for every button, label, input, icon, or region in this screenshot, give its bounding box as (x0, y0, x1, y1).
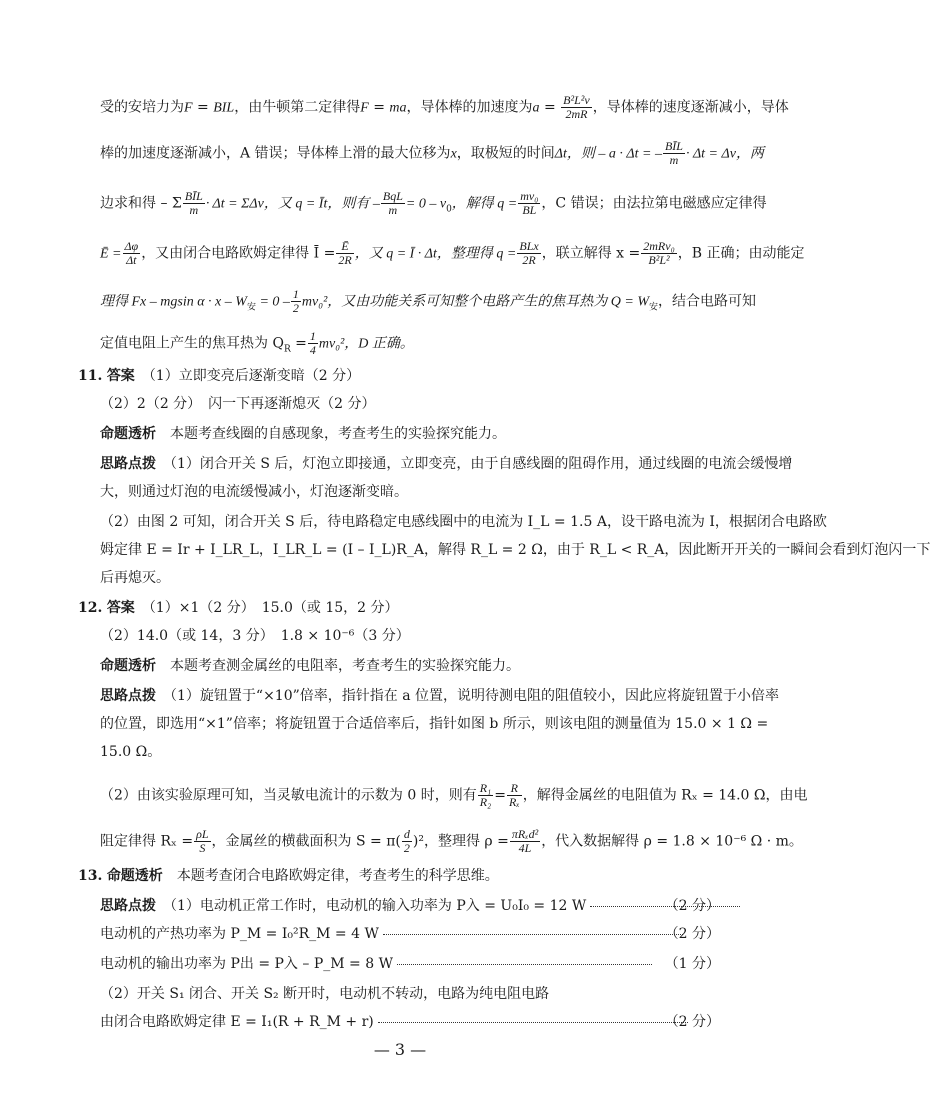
fraction: $\frac{\Delta\varphi}{\Delta t}$ (124, 239, 139, 267)
q10-line-2: 棒的加速度逐渐减小，A 错误；导体棒上滑的最大位移为x，取极短的时间Δt，则 – a · Δt = – $\frac{\text{BĪL}}{m}$ · Δt = Δv，两 (100, 139, 764, 167)
fraction: $\frac{\text{BLx}}{2R}$ (519, 239, 539, 267)
q10-line-5: 理得 Fx – mgsin $\alpha \cdot x - W_安 = 0$ – $\frac{1}{2}$ mv₀²，又由功能关系可知整个电路产生的焦耳热为 $Q = W_安$，结合电路可知 (100, 287, 757, 315)
fraction: $\frac{\text{πRₓd²}}{4L}$ (511, 827, 539, 855)
fraction: $\frac{\rho L}{S}$ (196, 827, 209, 855)
fraction: $\frac{\text{mv₀}}{BL}$ (520, 189, 539, 217)
q12-answer-line-2: （2）14.0（或 14，3 分） 1.8 × 10⁻⁶（3 分） (100, 628, 410, 644)
fraction: $\frac{\text{R₁}}{\text{R₂}}$ (479, 781, 492, 809)
q13-analysis: 13. 命题透析 本题考查闭合电路欧姆定律，考查考生的科学思维。 (78, 868, 499, 884)
fraction: $\frac{d}{2}$ (403, 827, 410, 855)
q13-hint-line-3: 电动机的输出功率为 P出 = P入 – P_M = 8 W (100, 954, 718, 974)
q10-line-3: 边求和得 – Σ $\frac{\text{BĪL}}{m}$ · Δt = ΣΔv，又 q = Īt，则有 – $\frac{\text{BqL}}{m}$ = $0 - v_0$，解得 q = $\frac{\text{mv₀}}{BL}$ ，C 错误；由法拉第电磁感应定律得 (100, 189, 767, 217)
fraction: $\frac{\text{B²L²v}}{2mR}$ (563, 93, 590, 121)
q12-hint-line-3: 15.0 Ω。 (100, 744, 162, 760)
q11-hint-line-1: 思路点拨 （1）闭合开关 S 后，灯泡立即接通，立即变亮，由于自感线圈的阻碍作用，通过线圈的电流会缓慢增 (100, 456, 793, 472)
q11-hint-line-4: 姆定律 E = Ir + I_LR_L，I_LR_L = (I – I_L)R_A，解得 R_L = 2 Ω，由于 R_L < R_A，因此断开开关的一瞬间会看到灯泡闪一下 (100, 542, 930, 558)
q13-hint-line-2: 电动机的产热功率为 P_M = I₀²R_M = 4 W (100, 924, 718, 944)
q11-answer-line-1: 11. 答案 （1）立即变亮后逐渐变暗（2 分） (78, 368, 361, 384)
fraction: $\frac{1}{2}$ (292, 287, 299, 315)
leader-dots (378, 1021, 688, 1023)
q10-line-6: 定值电阻上产生的焦耳热为 $Q_R$ = $\frac{1}{4}$ mv₀²，D 正确。 (100, 329, 414, 357)
fraction: $\frac{\text{BqL}}{m}$ (382, 189, 403, 217)
q13-score-3: （1 分） (664, 956, 720, 972)
q13-hint-line-5: 由闭合电路欧姆定律 E = I₁(R + R_M + r) (100, 1012, 718, 1032)
fraction: $\frac{1}{4}$ (309, 329, 316, 357)
q13-hint-line-4: （2）开关 S₁ 闭合、开关 S₂ 断开时，电动机不转动，电路为纯电阻电路 (100, 986, 550, 1002)
q12-analysis: 命题透析 本题考查测金属丝的电阻率，考查考生的实验探究能力。 (100, 658, 520, 674)
fraction: $\frac{\text{2mRv₀}}{\text{B²L²}}$ (643, 239, 675, 267)
q12-hint-line-2: 的位置，即选用“×1”倍率；将旋钮置于合适倍率后，指针如图 b 所示，则该电阻的测量值为 15.0 × 1 Ω = (100, 716, 769, 732)
q10-line-1: 受的安培力为F = BIL，由牛顿第二定律得F = ma，导体棒的加速度为a = $\frac{\text{B²L²v}}{2mR}$ ，导体棒的速度逐渐减小，导体 (100, 93, 789, 121)
q13-hint-line-1: 思路点拨 （1）电动机正常工作时，电动机的输入功率为 P入 = U₀I₀ = 12 W (100, 896, 718, 916)
q12-hint-line-1: 思路点拨 （1）旋钮置于“×10”倍率，指针指在 a 位置，说明待测电阻的阻值较小，因此应将旋钮置于小倍率 (100, 688, 780, 704)
page-number: — 3 — (373, 1040, 427, 1059)
leader-dots (383, 933, 683, 935)
q12-hint-line-5: 阻定律得 Rₓ = $\frac{\rho L}{S}$ ，金属丝的横截面积为 S = π( $\frac{d}{2}$ )²，整理得 ρ = $\frac{\text{πRₓd²}}{4L}$ ，代入数据解得 ρ = 1.8 × 10⁻⁶ Ω · m。 (100, 827, 803, 855)
q12-answer-line-1: 12. 答案 （1）×1（2 分） 15.0（或 15，2 分） (78, 600, 399, 616)
q11-answer-line-2: （2）2（2 分） 闪一下再逐渐熄灭（2 分） (100, 396, 376, 412)
q12-hint-line-4: （2）由该实验原理可知，当灵敏电流计的示数为 0 时，则有 $\frac{\text{R₁}}{\text{R₂}}$ = $\frac{R}{\text{Rₓ}}$ ，解得金属丝的电阻值为 Rₓ = 14.0 Ω，由电 (100, 781, 808, 809)
fraction: $\frac{R}{\text{Rₓ}}$ (508, 781, 520, 809)
q13-score-2: （2 分） (664, 926, 720, 942)
q11-hint-line-5: 后再熄灭。 (100, 570, 170, 586)
leader-dots (397, 963, 652, 965)
q13-score-1: （2 分） (664, 898, 720, 914)
q11-hint-line-2: 大，则通过灯泡的电流缓慢减小，灯泡逐渐变暗。 (100, 484, 408, 500)
q10-line-4: Ē = $\frac{\Delta\varphi}{\Delta t}$ ，又由闭合电路欧姆定律得 Ī = $\frac{Ē}{2R}$ ，又 q = Ī · Δt，整理得 q = $\frac{\text{BLx}}{2R}$ ，联立解得 x = $\frac{\text{2mRv₀}}{\text{B²L²}}$ ，B 正确；由动能定 (100, 239, 805, 267)
q13-score-4: （2 分） (664, 1014, 720, 1030)
q11-analysis: 命题透析 本题考查线圈的自感现象，考查考生的实验探究能力。 (100, 426, 506, 442)
fraction: $\frac{Ē}{2R}$ (338, 239, 352, 267)
fraction: $\frac{\text{BĪL}}{m}$ (184, 189, 203, 217)
q11-hint-line-3: （2）由图 2 可知，闭合开关 S 后，待电路稳定电感线圈中的电流为 I_L = 1.5 A，设干路电流为 I，根据闭合电路欧 (100, 514, 827, 530)
fraction: $\frac{\text{BĪL}}{m}$ (664, 139, 683, 167)
